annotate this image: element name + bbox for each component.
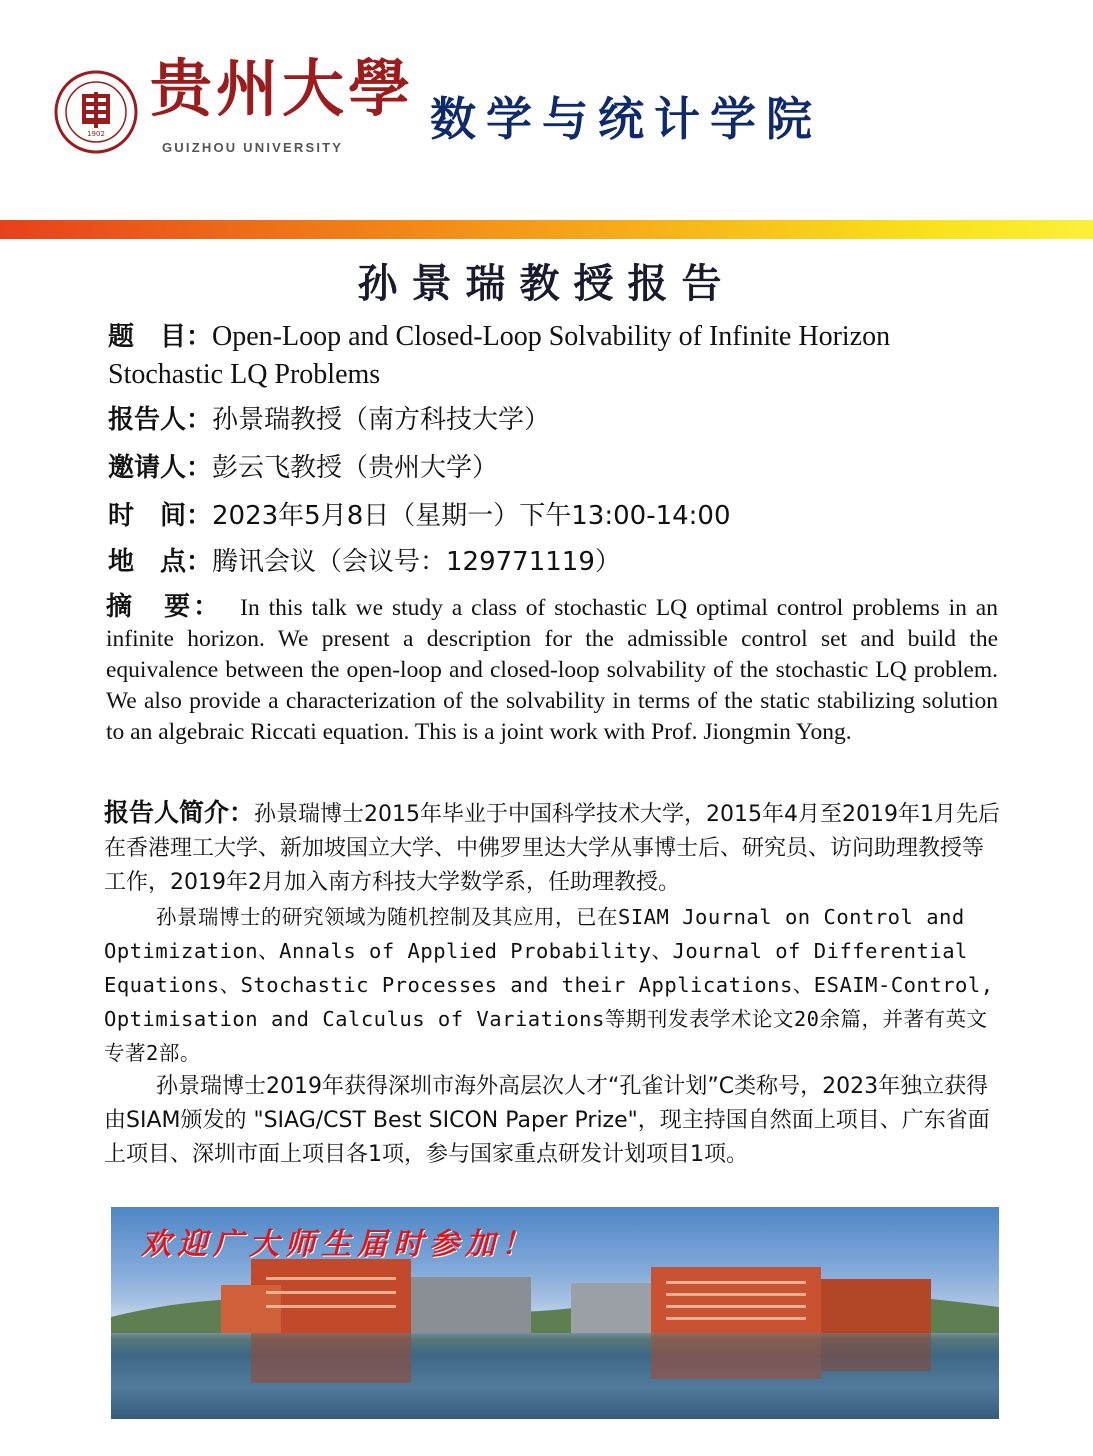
place-line <box>108 544 621 580</box>
time-value: 2023年5月8日（星期一）下午13:00-14:00 <box>212 501 731 531</box>
gradient-divider <box>0 220 1093 239</box>
topic-line <box>108 318 1008 394</box>
inviter-value: 彭云飞教授（贵州大学） <box>212 453 499 483</box>
university-seal-icon <box>54 70 138 154</box>
svg-text:1902: 1902 <box>87 130 105 138</box>
bio-label: 报告人简介： <box>104 798 255 827</box>
building-right <box>651 1267 821 1333</box>
speaker-value: 孙景瑞教授（南方科技大学） <box>212 405 551 435</box>
speaker-label: 报告人： <box>108 405 213 435</box>
college-name: 数学与统计学院 <box>430 92 822 146</box>
report-title: 孙景瑞教授报告 <box>357 260 736 307</box>
bio-paragraph-2: 孙景瑞博士的研究领域为随机控制及其应用，已在SIAM Journal on Control and Optimization、Annals of Applied Probability、Journal of Differential Equations、Stochastic Processes and their Applications、ESAIM-Control, Optimisation and Calculus of Variations等期刊发表学术论文20余篇，并著有英文专著2部。 <box>104 905 994 1065</box>
inviter-label: 邀请人： <box>108 453 213 483</box>
time-label: 时 间： <box>108 501 213 531</box>
bio-paragraph-3: 孙景瑞博士2019年获得深圳市海外高层次人才“孔雀计划”C类称号，2023年独立获得由SIAM颁发的 "SIAG/CST Best SICON Paper Prize"，现主持国自然面上项目、广东省面上项目、深圳市面上项目各1项，参与国家重点研发计划项目1项。 <box>104 1074 990 1167</box>
abstract <box>106 592 998 748</box>
place-value: 腾讯会议（会议号：129771119） <box>212 547 621 577</box>
abstract-label: 摘 要： <box>106 592 223 622</box>
speaker-bio <box>104 796 1004 1172</box>
campus-banner <box>111 1207 999 1419</box>
topic-label: 题 目： <box>108 322 213 352</box>
bio-text-1: 孙景瑞博士2015年毕业于中国科学技术大学，2015年4月至2019年1月先后在香港理工大学、新加坡国立大学、中佛罗里达大学从事博士后、研究员、访问助理教授等工作，2019年2月加入南方科技大学数学系，任助理教授。 <box>104 802 1000 895</box>
university-name-en: GUIZHOU UNIVERSITY <box>162 140 344 155</box>
place-label: 地 点： <box>108 547 213 577</box>
time-line <box>108 498 731 534</box>
university-name-cn: 贵州大學 <box>150 52 415 125</box>
welcome-text: 欢迎广大师生届时参加！ <box>141 1227 537 1262</box>
header <box>0 0 1093 220</box>
bio-paragraph-1 <box>104 796 1004 900</box>
inviter-line <box>108 450 498 486</box>
speaker-line <box>108 402 550 438</box>
topic-value: Open-Loop and Closed-Loop Solvability of Infinite Horizon Stochastic LQ Problems <box>108 321 891 390</box>
abstract-text: In this talk we study a class of stochastic LQ optimal control problems in an infinite horizon. We present a description for the admissible control set and build the equivalence between the open-loop and closed-loop solvability of the stochastic LQ problem. We also provide a characterization of the solvability in terms of the static stabilizing solution to an algebraic Riccati equation. This is a joint work with Prof. Jiongmin Yong. <box>106 595 998 745</box>
